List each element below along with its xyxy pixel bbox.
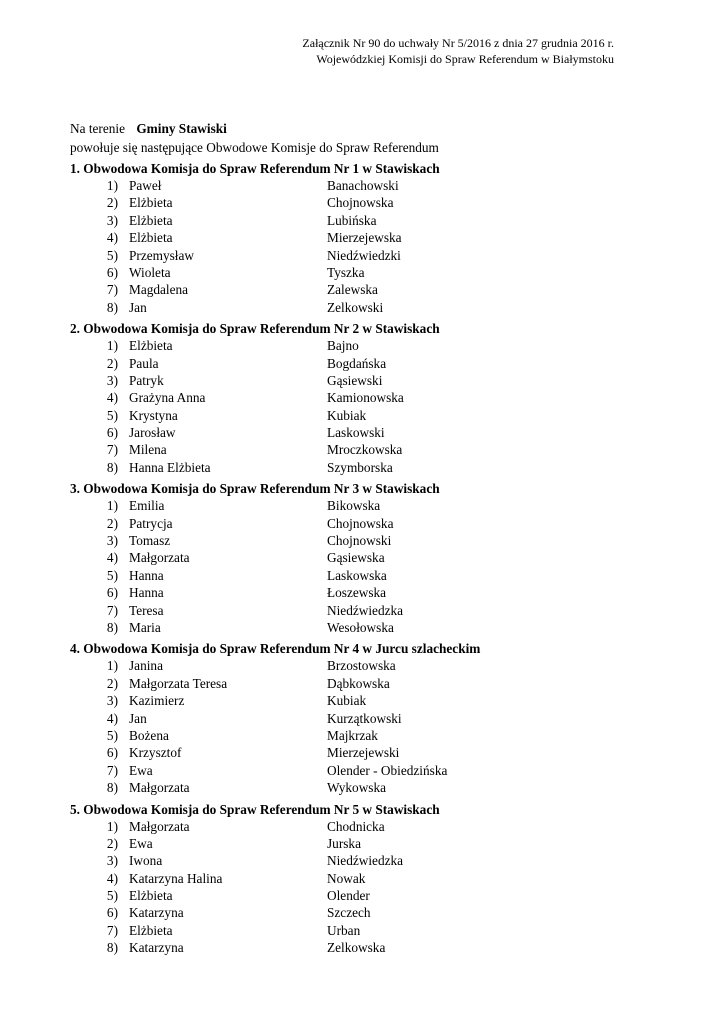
- member-last-name: Bajno: [327, 338, 359, 354]
- member-first-name: Elżbieta: [129, 888, 173, 904]
- member-last-name: Kamionowska: [327, 390, 404, 406]
- commission-title: 3. Obwodowa Komisja do Spraw Referendum Nr 3 w Stawiskach: [70, 481, 440, 497]
- member-last-name: Niedźwiedzki: [327, 247, 401, 263]
- header-line-1: Załącznik Nr 90 do uchwały Nr 5/2016 z dnia 27 grudnia 2016 r.: [302, 36, 614, 50]
- member-first-name: Tomasz: [129, 533, 171, 549]
- member-first-name: Patryk: [129, 372, 164, 388]
- member-row: [70, 567, 670, 584]
- member-row: [70, 337, 670, 354]
- member-row: [70, 247, 670, 264]
- member-first-name: Przemysław: [129, 247, 194, 263]
- member-number: 6): [106, 425, 118, 441]
- commission-section: [70, 480, 670, 636]
- member-number: 4): [106, 710, 118, 726]
- member-last-name: Olender - Obiedzińska: [327, 762, 448, 778]
- member-first-name: Bożena: [129, 727, 169, 743]
- member-number: 5): [106, 567, 118, 583]
- member-number: 3): [106, 372, 118, 388]
- member-first-name: Katarzyna: [129, 940, 184, 956]
- member-first-name: Małgorzata Teresa: [129, 675, 228, 691]
- member-last-name: Kubiak: [327, 693, 367, 709]
- member-row: [70, 692, 670, 709]
- member-number: 5): [106, 888, 118, 904]
- member-first-name: Paweł: [129, 178, 162, 193]
- member-number: 5): [106, 247, 118, 263]
- member-last-name: Banachowski: [327, 178, 399, 193]
- intro: [70, 119, 439, 157]
- member-first-name: Jan: [129, 299, 147, 315]
- member-row: [70, 281, 670, 298]
- member-last-name: Mroczkowska: [327, 442, 403, 458]
- member-number: 6): [106, 905, 118, 921]
- member-number: 8): [106, 619, 118, 635]
- member-row: [70, 835, 670, 852]
- member-first-name: Jan: [129, 710, 147, 726]
- member-first-name: Małgorzata: [129, 780, 190, 796]
- member-last-name: Mierzejewska: [327, 230, 402, 246]
- member-last-name: Nowak: [327, 870, 366, 886]
- member-number: 3): [106, 853, 118, 869]
- member-row: [70, 441, 670, 458]
- member-row: [70, 710, 670, 727]
- member-row: [70, 727, 670, 744]
- commission-section: [70, 320, 670, 476]
- member-number: 2): [106, 675, 118, 691]
- member-number: 8): [106, 940, 118, 956]
- member-last-name: Kurzątkowski: [327, 710, 402, 726]
- member-row: [70, 177, 670, 194]
- member-row: [70, 619, 670, 636]
- member-row: [70, 584, 670, 601]
- intro-line-2: powołuje się następujące Obwodowe Komisje do Spraw Referendum: [70, 140, 439, 155]
- member-first-name: Krzysztof: [129, 745, 182, 761]
- member-last-name: Szymborska: [327, 459, 393, 475]
- member-row: [70, 818, 670, 835]
- commission-section: [70, 640, 670, 796]
- member-number: 6): [106, 264, 118, 280]
- member-number: 2): [106, 515, 118, 531]
- member-number: 3): [106, 533, 118, 549]
- member-last-name: Niedźwiedzka: [327, 853, 404, 869]
- member-number: 1): [106, 178, 118, 193]
- member-last-name: Chojnowska: [327, 515, 394, 531]
- member-last-name: Olender: [327, 888, 370, 904]
- member-number: 7): [106, 602, 118, 618]
- member-row: [70, 744, 670, 761]
- member-last-name: Gąsiewski: [327, 372, 383, 388]
- member-number: 1): [106, 338, 118, 354]
- commission-section: [70, 801, 670, 957]
- commission-section: [70, 160, 670, 316]
- member-first-name: Hanna: [129, 585, 164, 601]
- member-row: [70, 355, 670, 372]
- commission-list: [70, 160, 670, 961]
- member-number: 6): [106, 585, 118, 601]
- intro-region: Gminy Stawiski: [136, 121, 227, 136]
- member-first-name: Elżbieta: [129, 212, 173, 228]
- member-first-name: Katarzyna: [129, 905, 184, 921]
- member-first-name: Jarosław: [129, 425, 176, 441]
- member-first-name: Emilia: [129, 498, 165, 514]
- member-number: 7): [106, 922, 118, 938]
- member-first-name: Małgorzata: [129, 550, 190, 566]
- member-last-name: Szczech: [327, 905, 371, 921]
- member-number: 5): [106, 727, 118, 743]
- member-last-name: Chojnowski: [327, 533, 392, 549]
- intro-prefix: Na terenie: [70, 121, 125, 136]
- member-number: 4): [106, 230, 118, 246]
- member-number: 4): [106, 550, 118, 566]
- member-last-name: Laskowska: [327, 567, 387, 583]
- member-first-name: Iwona: [129, 853, 163, 869]
- member-first-name: Milena: [129, 442, 167, 458]
- member-number: 3): [106, 693, 118, 709]
- member-first-name: Hanna Elżbieta: [129, 459, 211, 475]
- member-row: [70, 657, 670, 674]
- member-number: 5): [106, 407, 118, 423]
- member-row: [70, 424, 670, 441]
- member-row: [70, 922, 670, 939]
- member-first-name: Patrycja: [129, 515, 173, 531]
- member-row: [70, 459, 670, 476]
- member-first-name: Hanna: [129, 567, 164, 583]
- commission-title: 4. Obwodowa Komisja do Spraw Referendum Nr 4 w Jurcu szlacheckim: [70, 641, 481, 657]
- member-first-name: Elżbieta: [129, 230, 173, 246]
- member-last-name: Chojnowska: [327, 195, 394, 211]
- member-row: [70, 904, 670, 921]
- member-last-name: Lubińska: [327, 212, 377, 228]
- member-last-name: Gąsiewska: [327, 550, 385, 566]
- member-number: 8): [106, 299, 118, 315]
- attachment-header: [302, 35, 614, 67]
- member-row: [70, 939, 670, 956]
- member-row: [70, 852, 670, 869]
- member-last-name: Zelkowska: [327, 940, 386, 956]
- member-first-name: Elżbieta: [129, 922, 173, 938]
- member-number: 4): [106, 870, 118, 886]
- member-first-name: Grażyna Anna: [129, 390, 206, 406]
- member-row: [70, 372, 670, 389]
- member-row: [70, 229, 670, 246]
- member-last-name: Mierzejewski: [327, 745, 400, 761]
- member-number: 8): [106, 780, 118, 796]
- commission-title: 5. Obwodowa Komisja do Spraw Referendum Nr 5 w Stawiskach: [70, 801, 440, 817]
- member-row: [70, 762, 670, 779]
- member-row: [70, 497, 670, 514]
- member-number: 1): [106, 818, 118, 834]
- member-number: 4): [106, 390, 118, 406]
- member-row: [70, 602, 670, 619]
- member-last-name: Jurska: [327, 835, 361, 851]
- member-first-name: Elżbieta: [129, 195, 173, 211]
- member-first-name: Kazimierz: [129, 693, 185, 709]
- member-last-name: Kubiak: [327, 407, 367, 423]
- member-last-name: Bikowska: [327, 498, 381, 514]
- member-first-name: Elżbieta: [129, 338, 173, 354]
- member-last-name: Wesołowska: [327, 619, 394, 635]
- member-last-name: Zelkowski: [327, 299, 384, 315]
- member-row: [70, 389, 670, 406]
- member-number: 6): [106, 745, 118, 761]
- member-row: [70, 675, 670, 692]
- member-row: [70, 887, 670, 904]
- member-row: [70, 549, 670, 566]
- commission-title: 1. Obwodowa Komisja do Spraw Referendum Nr 1 w Stawiskach: [70, 161, 440, 176]
- member-number: 2): [106, 835, 118, 851]
- member-first-name: Małgorzata: [129, 818, 190, 834]
- member-row: [70, 299, 670, 316]
- member-number: 1): [106, 498, 118, 514]
- member-first-name: Maria: [129, 619, 161, 635]
- member-last-name: Brzostowska: [327, 658, 396, 674]
- member-first-name: Paula: [129, 355, 159, 371]
- member-number: 2): [106, 195, 118, 211]
- member-last-name: Łoszewska: [327, 585, 387, 601]
- member-number: 7): [106, 442, 118, 458]
- header-line-2: Wojewódzkiej Komisji do Spraw Referendum w Białymstoku: [316, 52, 614, 66]
- member-number: 2): [106, 355, 118, 371]
- member-row: [70, 870, 670, 887]
- member-row: [70, 194, 670, 211]
- member-number: 7): [106, 762, 118, 778]
- member-first-name: Wioleta: [129, 264, 171, 280]
- member-last-name: Dąbkowska: [327, 675, 390, 691]
- member-row: [70, 264, 670, 281]
- member-first-name: Krystyna: [129, 407, 178, 423]
- member-last-name: Chodnicka: [327, 818, 385, 834]
- member-number: 7): [106, 282, 118, 298]
- member-last-name: Bogdańska: [327, 355, 387, 371]
- member-number: 8): [106, 459, 118, 475]
- member-last-name: Niedźwiedzka: [327, 602, 404, 618]
- member-first-name: Teresa: [129, 602, 164, 618]
- member-first-name: Magdalena: [129, 282, 189, 298]
- member-last-name: Tyszka: [327, 264, 365, 280]
- commission-title: 2. Obwodowa Komisja do Spraw Referendum Nr 2 w Stawiskach: [70, 321, 440, 337]
- member-row: [70, 532, 670, 549]
- member-row: [70, 779, 670, 796]
- member-number: 1): [106, 658, 118, 674]
- member-row: [70, 407, 670, 424]
- member-row: [70, 515, 670, 532]
- member-row: [70, 212, 670, 229]
- member-first-name: Ewa: [129, 762, 153, 778]
- member-last-name: Urban: [327, 922, 361, 938]
- member-first-name: Katarzyna Halina: [129, 870, 223, 886]
- member-first-name: Ewa: [129, 835, 153, 851]
- member-last-name: Majkrzak: [327, 727, 378, 743]
- member-number: 3): [106, 212, 118, 228]
- member-last-name: Laskowski: [327, 425, 385, 441]
- member-last-name: Wykowska: [327, 780, 387, 796]
- member-first-name: Janina: [129, 658, 163, 674]
- member-last-name: Zalewska: [327, 282, 378, 298]
